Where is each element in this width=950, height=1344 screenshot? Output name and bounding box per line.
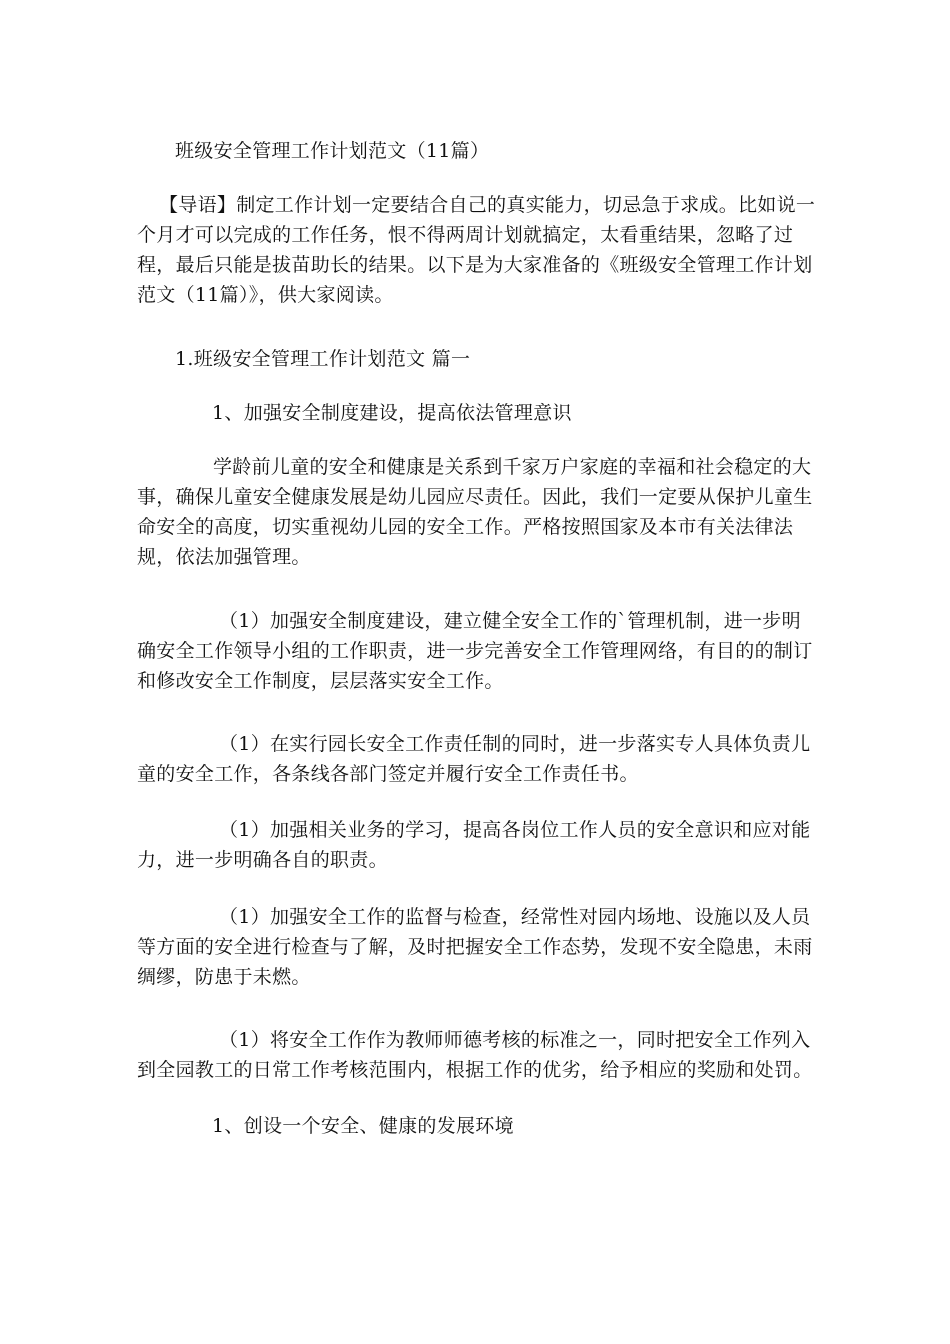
body-paragraph-children-safety: 学龄前儿童的安全和健康是关系到千家万户家庭的幸福和社会稳定的大事，确保儿童安全健康发展是幼儿园应尽责任。因此，我们一定要从保护儿童生命安全的高度，切实重视幼儿园的安全工作。严格按照国家及本市有关法律法规，依法加强管理。: [137, 456, 813, 568]
list-item-1: （1）加强安全制度建设，建立健全安全工作的`管理机制，进一步明确安全工作领导小组的工作职责，进一步完善安全工作管理网络，有目的的制订和修改安全工作制度，层层落实安全工作。: [137, 610, 813, 692]
list-item-2: （1）在实行园长安全工作责任制的同时，进一步落实专人具体负责儿童的安全工作，各条线各部门签定并履行安全工作责任书。: [137, 733, 811, 785]
list-item-5: （1）将安全工作作为教师师德考核的标准之一，同时把安全工作列入到全园教工的日常工作考核范围内，根据工作的优劣，给予相应的奖励和处罚。: [137, 1029, 813, 1081]
list-item-4: （1）加强安全工作的监督与检查，经常性对园内场地、设施以及人员等方面的安全进行检查与了解，及时把握安全工作态势，发现不安全隐患，未雨绸缪，防患于未燃。: [137, 906, 813, 988]
subheading-safety-system: 1、加强安全制度建设，提高依法管理意识: [212, 402, 572, 424]
document-title: 班级安全管理工作计划范文（11篇）: [175, 140, 490, 162]
subheading-environment: 1、创设一个安全、健康的发展环境: [212, 1115, 514, 1137]
section-heading: 1.班级安全管理工作计划范文 篇一: [175, 348, 471, 370]
list-item-3: （1）加强相关业务的学习，提高各岗位工作人员的安全意识和应对能力，进一步明确各自的职责。: [137, 819, 811, 871]
intro-paragraph: 【导语】制定工作计划一定要结合自己的真实能力，切忌急于求成。比如说一个月才可以完成的工作任务，恨不得两周计划就搞定，太看重结果，忽略了过程，最后只能是拔苗助长的结果。以下是为大家准备的《班级安全管理工作计划范文（11篇）》，供大家阅读。: [137, 194, 816, 306]
